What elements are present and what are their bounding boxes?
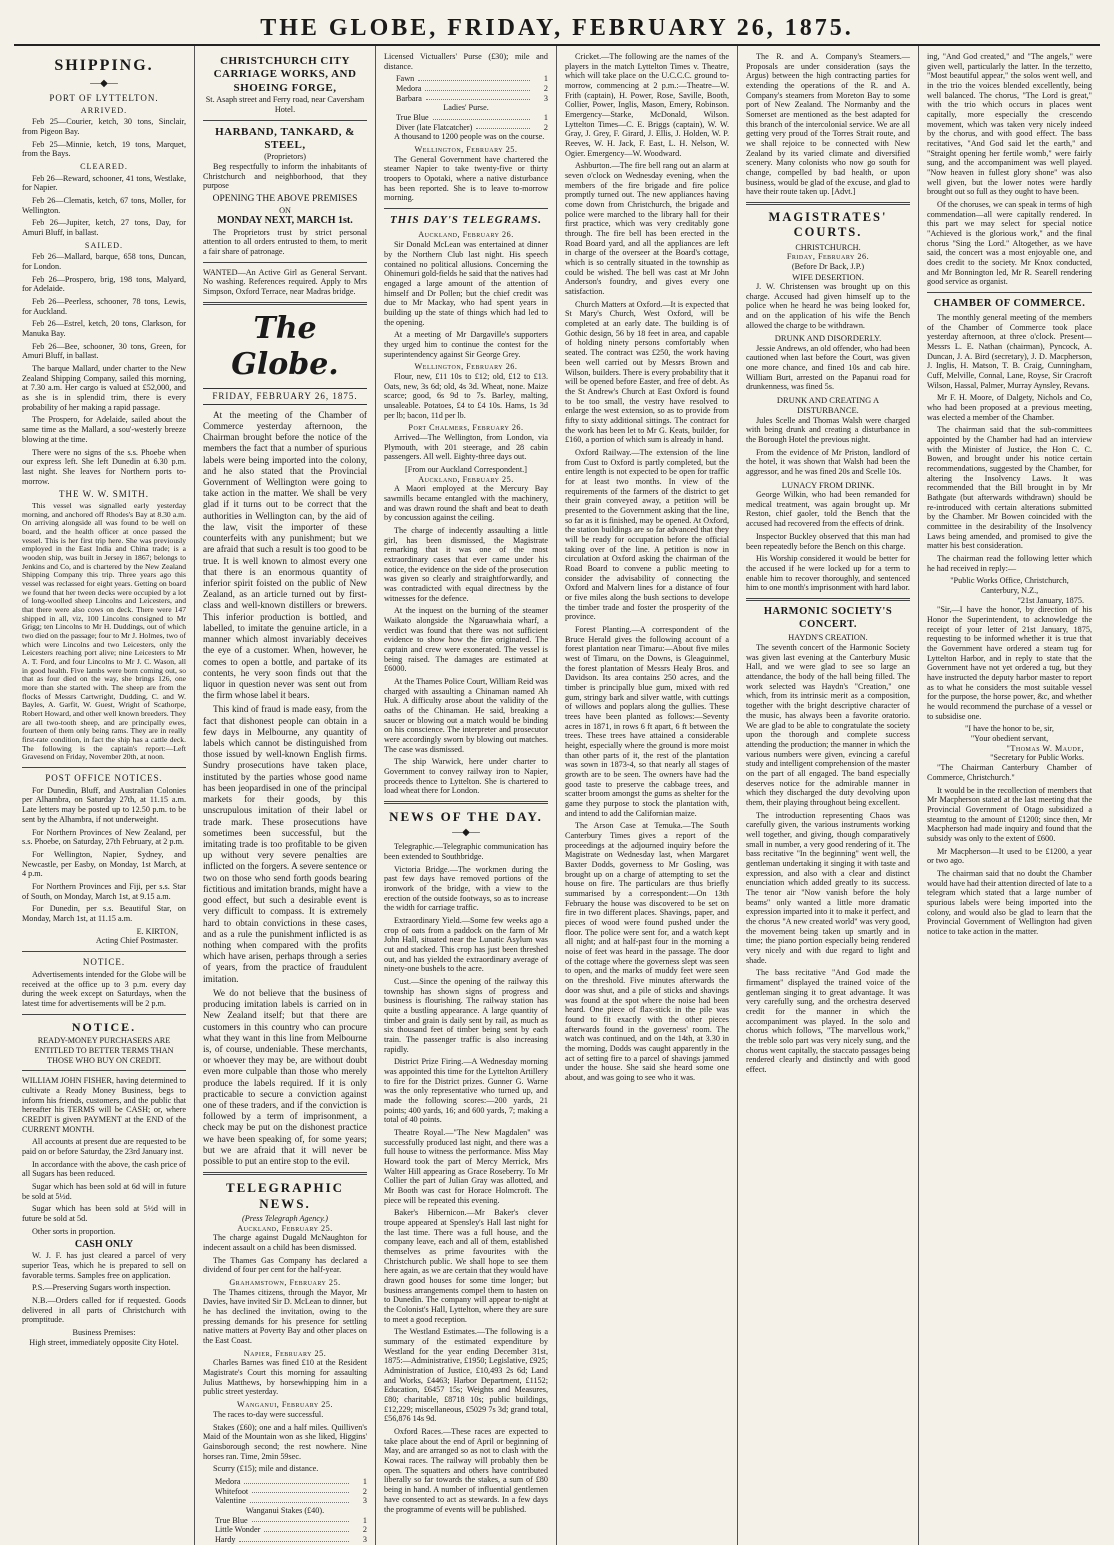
case-paragraph: From the evidence of Mr Priston, landlord of the hotel, it was shown that Walsh had been the aggressor, and he was fined 20s and Scelle 10s. [746, 447, 910, 477]
correspondent-label: [From our Auckland Correspondent.] [405, 464, 527, 474]
carriage-works-address: St. Asaph street and Ferry road, near Caversham Hotel. [205, 95, 365, 114]
dateline: Grahamstown, February 25. [229, 1278, 341, 1288]
news-item: Church Matters at Oxford.—It is expected that St Mary's Church, West Oxford, will be completed at an early date. The building is of Gothic design, 56 by 18 feet in area, and capable of holding ninety persons comfortably when seated. The contract was £250, the work having been well carried out by Messrs Brown and Wilson, builders. There is every probability that it will be opened before Easter, and free of debt. As the St Andrew's Church at East Oxford is found to be too small, the vestry have resolved to enlarge the west extension, so as to provide from fifty to sixty additional sittings. The contract for the work has been let to Mr G. Keats, builder, for £160, a portion of which sum is already in hand. [565, 299, 729, 445]
attendance-paragraph: A thousand to 1200 people was on the course. [394, 132, 545, 142]
leader-paragraph: We do not believe that the business of producing imitation labels is carried on in New Zealand itself; but that there are customers in this country who can procure what they want in this line from Melbourne is, of course, undeniable. These merchants, or whoever they may be, are without doubt even more culpable than those who merely produce the labels required. If it is only practicable to secure a conviction against one of these traders, and if the conviction is followed by a term of imprisonment, a check may be put on the dishonest practice we have been speaking of, for some years; but we are afraid that it will never be possible to put an entire stop to the evil. [203, 987, 367, 1167]
prospero-paragraph: The Prospero, for Adelaide, sailed about the same time as the Mallard, a sou'-westerly breeze blowing at the time. [22, 415, 186, 444]
divider [22, 1014, 186, 1015]
telegram: At the inquest on the burning of the steamer Waikato alongside the Ngaruawhaia wharf, a verdict was found that there was not sufficient evidence to show how the fire originated. The captain and crew were exonerated. The vessel is being raised. The damages are estimated at £6000. [384, 606, 548, 674]
cleared-label: CLEARED. [80, 162, 128, 172]
news-item: The Arson Case at Temuka.—The South Canterbury Times gives a report of the proceedings at the adjourned inquiry before the Magistrate on Wednesday last, when Margaret Baxter Dodds, governess to Mr Gosling, was brought up on a charge of attempting to set the house on fire. The particulars are thus briefly summarised by a correspondent:—On 13th February the house was discovered to be set on fire in two different places. Shavings, paper, and pieces of wood were found pushed under the floor. The police were sent for, and a watch kept all night; and at half-past four in the morning a noise of feet was heard in the passage. The door of the cottage where the governess slept was seen to open, and the marks of muddy feet were seen on the threshold. Five minutes afterwards the door was shut, and a pile of sticks and shavings was found at the spot where the noise had been heard. One piece of flax-stick in the pile was found to fit exactly with the other pieces afterwards found in the governess' room. The watch was continued, and on the 14th, at 3.30 in the morning, Dodds was caught apparently in the act of setting fire to a parcel of shavings jammed under the house. She said she heard some one about, and was going to see who it was. [565, 821, 729, 1082]
chamber-paragraph: The chairman said that no doubt the Chamber would have had their attention directed of late to a telegram which stated that a large number of spurious labels were being imported into the colony, and would also be glad to learn that the Provincial Government of Wellington had given notice to take action in the matter. [927, 868, 1092, 936]
monday-line: MONDAY NEXT, MARCH 1st. [217, 215, 353, 227]
case-heading: LUNACY FROM DRINK. [781, 479, 875, 490]
magistrates-date: Friday, February 26. [786, 252, 870, 262]
days-telegrams-title: THIS DAY'S TELEGRAMS. [389, 214, 543, 227]
notice2-title: NOTICE. [71, 1019, 137, 1034]
case-paragraph: J. W. Christensen was brought up on this charge. Accused had given himself up to the police when he heard he was being looked for, and on the application of his wife the Bench allowed the charge to be withdrawn. [746, 281, 910, 330]
cleared-item: Feb 26—Reward, schooner, 41 tons, Westlake, for Napier. [22, 173, 186, 193]
case-paragraph: His Worship considered it would be better for the accused if he were locked up for a term to enable him to recover thoroughly, and sentenced him to one month's imprisonment with hard labor. [746, 554, 910, 593]
magistrates-title: MAGISTRATES' COURTS. [768, 210, 888, 240]
leader-paragraph: At the meeting of the Chamber of Commerce yesterday afternoon, the Chairman brought before the notice of the members the fact that a number of spurious labels were being imported into the colony, and he also stated that the Provincial Government of Wellington were going to take action in the matter. We shall be very glad if it turns out to be correct that the authorities in Wellington can, by the aid of the law, visit the importer of these counterfeits with any punishment; but we are afraid that such a result is too good to be true. It is well known to almost every one that there is an enormous quantity of inferior spirit foisted on the public of New Zealand, as an article turned out by first-class and well-known distillers or brewers. This inferior production is bottled, and labelled, to imitate the genuine article, in a manner which almost invariably deceives the eye of a customer. When, however, he comes to open a bottle, and partake of its contents, he very soon finds out that the liquor in question never was sent out from the firm whose label it bears. [203, 409, 367, 701]
cleared-item: Feb 26—Jupiter, ketch, 27 tons, Day, for Amuri Bluff, in ballast. [22, 218, 186, 238]
phoebe-paragraph: There were no signs of the s.s. Phoebe when our express left. She left Dunedin at 6.30 p.m. last night. She leaves for Northern ports to-morrow. [22, 447, 186, 486]
race-result: True Blue 1 [215, 1515, 367, 1525]
premises-address: High street, immediately opposite City Hotel. [29, 1337, 179, 1347]
dateline: Auckland, February 25. [418, 474, 514, 484]
opening-line: OPENING THE ABOVE PREMISES [212, 194, 358, 205]
news-item: Ashburton.—The fire bell rang out an alarm at seven o'clock on Wednesday evening, when the members of the fire brigade and fire police promptly turned out. The new appliances having come down from Christchurch, the brigade and police were marched to the library hall for their first practice, which was very creditably gone through. The fire bell has been erected in the Road Board yard, and all the appliances are left in charge of the overseer at the Board's cottage, which is so centrally situated in the township as could be wished. The bell was cast at Mr John Anderson's foundry, and gives every one satisfaction. [565, 161, 729, 297]
dateline: Auckland, February 25. [237, 1223, 333, 1233]
nb-paragraph: N.B.—Orders called for if requested. Goods delivered in all parts of Christchurch with promptitude. [22, 1296, 186, 1325]
race-result: Little Wonder 2 [215, 1525, 367, 1535]
sailed-label: SAILED. [84, 240, 124, 250]
letter-heading: Canterbury, N.Z., [980, 586, 1039, 596]
case-paragraph: Jules Scelle and Thomas Walsh were charged with being drunk and creating a disturbance in the Borough Hotel the previous night. [746, 415, 910, 445]
divider [22, 767, 186, 768]
chamber-paragraph: Mr Macpherson—It used to be £1200, a year or two ago. [927, 846, 1092, 866]
telegraphic-news-title: TELEGRAPHIC NEWS. [225, 1180, 345, 1212]
news-item: Oxford Races.—These races are expected to take place about the end of April or beginning of May, and are arranged so as not to clash with the Kowai races. The railway will probably then be open. The squatters and others have contributed liberally so far towards the stakes, a sum of £80 being in hand. A number of influential gentlemen have consented to act as stewards. In a few days the programme of events will be published. [384, 1427, 548, 1514]
postmaster-name: E. KIRTON, [136, 926, 178, 936]
firm-paragraph: Beg respectfully to inform the inhabitants of Christchurch and neighborhood, that they purpose [203, 162, 367, 191]
dateline: Wellington, February 25. [414, 145, 518, 155]
notice2-subtitle: READY-MONEY PURCHASERS ARE ENTITLED TO BETTER TERMS THAN THOSE WHO BUY ON CREDIT. [34, 1036, 174, 1065]
post-office-title: POST OFFICE NOTICES. [45, 772, 163, 783]
magistrates-place: CHRISTCHURCH. [795, 242, 861, 252]
leader-paragraph: This kind of fraud is made easy, from the fact that dishonest people can obtain in a few days in Melbourne, any quantity of labels which cannot be distinguished from those issued by well-known English firms. Sundry prosecutions have taken place, instituted by the parties whose good name has been jeopardised in one of the principal markets for their goods, by this unscrupulous imitation of their label or trade mark. These prosecutions have sometimes been successful, but the imitating trade is too profitable to be given up without very severe penalties are inflicted on the forgers. A severe sentence or two on those who send forth goods bearing fictitious and imitation brands, might have a good effect, but such a desirable event is very difficult to compass. It is extremely hard to obtain convictions in these cases, and as a rule the punishment inflicted is as nothing when compared with the profits which have arisen, perhaps through a series of years, from the practice of fraudulent imitation. [203, 704, 367, 984]
chamber-title: CHAMBER OF COMMERCE. [933, 298, 1086, 310]
column-3 [376, 46, 557, 1545]
letter-signoff: "I have the honor to be, sir, [965, 724, 1054, 734]
telegram: The races to-day were successful. [213, 1409, 324, 1419]
carriage-works-title: CHRISTCHURCH CITY CARRIAGE WORKS, AND SHOEING FORGE, [213, 55, 357, 94]
postmaster-title: Acting Chief Postmaster. [95, 936, 178, 946]
letter-signoff: "Your obedient servant, [970, 734, 1049, 744]
concert-paragraph: Of the choruses, we can speak in terms of high commendation—all were capitally rendered. In this part we may select for special notice "Achieved is the glorious work," and the final chorus "Sing the Lord." Altogether, as we have said, the concert was a most enjoyable one, and does credit to the society. Mr Knox conducted, and Mr Bonnington led, Mr R. Searell rendering good service as organist. [927, 200, 1092, 287]
harmonic-title: HARMONIC SOCIETY'S CONCERT. [763, 605, 893, 630]
smith-paragraph: This vessel was signalled early yesterday morning, and anchored off Rhodes's Bay at 8.30 a.m. On arriving alongside all was found to be well on board, and the health officer at once passed the vessel. This is her first trip here. She was previously employed in the East India and China trade; is a wooden ship, was built in Jersey in 1867; belongs to Jenkins and Co, and is chartered by the New Zealand Shipping Company this trip. Three years ago this vessel was reclassed for eight years. Getting on board we found that her tween decks were occupied by a lot of long-woolled sheep Lincolns and Leicesters, and that there were also cows on deck. There were 147 shipped in all, viz, 100 Lincolns consigned to Mr Grigg; ten Lincolns to Mr H. Duddings, out of which two died on the passage; four to Mr J. Holmes, two of which were Lincolns and two Leicesters, only the Leicesters reaching port alive; nine Leicesters to Mr A. T. Ford, and four Lincolns to Mr J. C. Wason, all in good health. Five lambs were born coming out, so that as four died on the way, she brings 126, one more than she started with. The sheep are from the flocks of Messrs Cartwright, Dudding, C. and W. Bayles, A. Garfit, W. Guest, Wright of Scathorpe, Robert Howard, and other well known breeders. They are all two-tooth sheep, and are principally ewes, fourteen of them only being rams. They are in really first-rate condition, in fact the ship has a cattle deck. The following is the captain's report:—Left Gravesend on Friday, November 20th, at noon. [22, 501, 186, 762]
divider [22, 1070, 186, 1071]
concert-paragraph: The bass recitative "And God made the firmament" displayed the trained voice of the gentleman singing it to great advantage. It was very carefully sung, and the orchestra deserved credit for the manner in which the accompaniment was played. In the solo and chorus which follows, "The marvellous work," the treble solo part was very nicely sung, and the chorus went capitally, the staccato passages being rendered clearly and distinctly and with good effect. [746, 968, 910, 1075]
shipping-title: SHIPPING. [54, 57, 154, 74]
news-item: Extraordinary Yield.—Some few weeks ago a crop of oats from a paddock on the farm of Mr John Hall, situated near the Lunatic Asylum was cut and stacked. This crop has just been threshed out, and has yielded the extraordinary average of ninety-one bushels to the acre. [384, 915, 548, 974]
arrived-label: ARRIVED. [80, 105, 128, 115]
chamber-paragraph: The monthly general meeting of the members of the Chamber of Commerce took place yesterday afternoon, at three o'clock. Present—Messrs L. E. Nathan (chairman), Pyncock, A. Duncan, J. A. Bird (secretary), J. D. Macpherson, J. Inglis, H. Matson, T. B. Craig, Cunningham, Cuff, Melville, Connal, Lane, Royse, Sir Cracroft Wilson, Hassal, Palmer, Murray Aynsley, Revans. [927, 312, 1092, 390]
case-paragraph: George Wilkin, who had been remanded for medical treatment, was again brought up. Mr Reston, chief gaoler, told the Bench that the accused had recovered from the effects of drink. [746, 490, 910, 529]
chamber-paragraph: Mr F. H. Moore, of Dalgety, Nichols and Co, who had been proposed at a previous meeting, was elected a member of the Chamber. [927, 393, 1092, 422]
sailed-item: Feb 26—Peerless, schooner, 78 tons, Lewis, for Auckland. [22, 297, 186, 316]
telegram: Arrived—The Wellington, from London, via Plymouth, with 201 steerage, and 28 cabin passengers. All well. Eighty-three days out. [384, 432, 548, 462]
firm-name: HARBAND, TANKARD, & STEEL, [215, 125, 355, 151]
case-paragraph: Jessie Andrews, an old offender, who had been cautioned when last before the Court, was given one more chance, and fined 10s and cab hire. William Burt, arrested on the Papanui road for drunkenness, was fined 5s. [746, 343, 910, 392]
race-result: Valentine 3 [215, 1496, 367, 1506]
chamber-paragraph: The chairman said that the sub-committees appointed by the Chamber had had an interview with the Minister of Justice, the Hon C. C. Bowen, and brought under his notice certain recommendations, suggested by the Chamber, for altering the Insolvency Laws. It was recommended that the Bill brought in by Mr Bathgate (but afterwards withdrawn) should be re-introduced with certain alterations submitted by the Chamber. Mr Bowen coincided with the committee in the desirability of the Insolvency Laws being amended, and promised to give the matter his best consideration. [927, 425, 1092, 551]
race-result: Medora 1 [215, 1476, 367, 1486]
column-2 [195, 46, 376, 1545]
letter-heading: "21st January, 1875. [1017, 595, 1084, 605]
ps-paragraph: P.S.—Preserving Sugars worth inspection. [32, 1283, 171, 1293]
race-result: Fawn 1 [396, 74, 548, 84]
news-of-day-title: NEWS OF THE DAY. [389, 809, 543, 825]
post-notice: For Dunedin, per s.s. Beautiful Star, on Monday, March 1st, at 11.15 a.m. [22, 904, 186, 923]
telegram: The Thames citizens, through the Mayor, Mr Davies, have invited Sir D. McLean to dinner, but he has declined the invitation, owing to the pressing demands for his presence for settling native matters at Poverty Bay and other places on the East Coast. [203, 1287, 367, 1346]
telegram: The Thames Gas Company has declared a dividend of four per cent for the half-year. [203, 1255, 367, 1275]
chamber-paragraph: It would be in the recollection of members that Mr Macpherson stated at the last meeting that the Provincial Government of Otago subsidized a steamtug to the amount of £1200; since then, Mr Macpherson had made inquiry and found that the subsidy was only to the extent of £600. [927, 785, 1092, 843]
divider [22, 951, 186, 952]
arrived-item: Feb 25—Courier, ketch, 30 tons, Sinclair, from Pigeon Bay. [22, 117, 186, 137]
race-heading: Wanganui Stakes (£40). [245, 1505, 325, 1515]
news-item: The Westland Estimates.—The following is a summary of the estimated expenditure by Westland for the year ending December 31st, 1875:—Administrative, £1950; Legislative, £925; Administration of Justice, £10,493 2s 6d; Land and Works, £4463; Harbor Department, £1152; Education, £6457 15s; Weights and Measures, £80; charitable, £8718 10s; public buildings, £12,229; miscellaneous, £5029 7s 3d; grand total, £56,876 14s 9d. [384, 1327, 548, 1424]
news-item: Telegraphic.—Telegraphic communication has been extended to Southbridge. [384, 842, 548, 861]
dateline: Napier, February 25. [243, 1348, 327, 1358]
column-6 [919, 46, 1100, 1545]
concert-paragraph: The introduction representing Chaos was carefully given, the various instruments working well together, and giving, though comparatively small in number, a very good rendering of it. The bass recitative "In the beginning" went well, the gentleman undertaking it singing it with taste and expression, and also with a clear and distinct enunciation which added greatly to its success. The tenor air "Now vanish before the holy beams" only wanted a little more dramatic expression imparted into it to make it perfect, and the chorus "A new created world" was very good, the movement being taken up smartly and in time; the piano portion especially being rendered very nicely and with due regard to light and shade. [746, 810, 910, 965]
other-paragraph: Other sorts in proportion. [32, 1226, 116, 1236]
magistrates-bench: (Before Dr Back, J.P.) [791, 261, 865, 271]
race-result: Medora 2 [396, 84, 548, 94]
notice-title: NOTICE. [82, 956, 126, 967]
case-paragraph: Inspector Buckley observed that this man had been repeatedly before the Bench on this charge. [746, 531, 910, 551]
column-4 [557, 46, 738, 1545]
cleared-item: Feb 26—Clematis, ketch, 67 tons, Moller, for Wellington. [22, 196, 186, 215]
sailed-item: Feb 26—Prospero, brig, 198 tons, Malyard, for Adelaide. [22, 274, 186, 294]
notice-paragraph: Advertisements intended for the Globe will be received at the office up to 3 p.m. every day during the week except on Saturdays, when the latest time for advertisements will be 2 p.m. [22, 969, 186, 1008]
race-result: Barbara 3 [396, 93, 548, 103]
telegraphic-agency: (Press Telegraph Agency.) [242, 1214, 328, 1224]
smith-title: THE W. W. SMITH. [58, 489, 149, 500]
race-heading: Licensed Victuallers' Purse (£30); mile and distance. [384, 52, 548, 71]
telegram: The General Government have chartered the steamer Napier to take twenty-five or thirty troopers to Opotaki, where a native disturbance has been reported. She is to leave to-morrow morning. [384, 154, 548, 203]
news-item: Cricket.—The following are the names of the players in the match Lyttelton Times v. Theatre, which will take place on the U.C.C.C. ground to-morrow, commencing at 2 p.m.:—Theatre—W. Frith (captain), H. Power, Rose, Saville, Booth, Collier, Power, Inglis, Mason, Emery, Robinson. Emergency—Starke, McDonald, Wilson. Lyttelton Times—C. E. Briggs (captain), W. W. Gray, J. Grey, F. Girard, J. Ellis, J. Holden, W. P. Reeves, W. H. Jack, F. East, L. H. Nelson, W. Ogier. Emergency—W. Woodward. [565, 52, 729, 158]
news-item: Oxford Railway.—The extension of the line from Cust to Oxford is partly completed, but the entire length is not expected to be open for traffic for at least two months. In view of the requirements of the farmers of the district to get their grain conveyed away, a petition will be presented to the Government asking that the line, so far as it is finished, may be opened. At Oxford, the station buildings are so far advanced that they will be ready for occupation before the official taking over of the line. A petition is now in circulation at Oxford asking the chairman of the Road Board to convene a public meeting to consider the advisability of connecting the Oxford and Malvern lines for a distance of four or five miles along the bush sections to develope the timber trade and foster the prosperity of the province. [565, 447, 729, 622]
divider [927, 292, 1092, 293]
race-result: Whitefoot 2 [215, 1486, 367, 1496]
letter-addressee: "The Chairman Canterbury Chamber of Commerce, Christchurch." [927, 763, 1092, 782]
telegram: The charge against Dugald McNaughton for indecent assault on a child has been dismissed. [203, 1233, 367, 1253]
column-1 [14, 46, 195, 1545]
news-item: The R. and A. Company's Steamers.—Proposals are under consideration (says the Argus) between the high contracting parties for extending the operations of the R. and A. Company's steamers from Moreton Bay to some port of New Zealand. The Normanby and the Somerset are mentioned as the best adapted for this branch of the intercolonial service. We are all getting very proud of the Torres Strait route, and we shall rejoice to be connected with New Zealand by its varied climate and diversified scenery. Many colonists who now go south for change, compelled by bad health, or upon business, would be glad of the excuse, and glad to have their route taken up. [Advt.] [746, 52, 910, 197]
race-result: True Blue 1 [396, 113, 548, 123]
ornament-divider: —◆— [90, 77, 118, 89]
sailed-item: Feb 26—Estrel, ketch, 20 tons, Clarkson, for Manuka Bay. [22, 319, 186, 339]
firm-proprietors: (Proprietors) [264, 152, 306, 162]
divider [203, 262, 367, 263]
letter-paragraph: "Sir,—I have the honor, by direction of his Honor the Superintendent, to acknowledge the receipt of your letter of 21st January, 1875, requesting to be informed whether it is true that the Government have ordered a steam tug for Lyttelton Harbor, and in reply to state that the Government have not yet ordered a tug, but they have instructed the deputy harbor master to report as to what he considers the most suitable vessel for the purpose, the horse power, &c, and whether he would recommend the purchase of a vessel or to subsidise one. [927, 605, 1092, 721]
news-item: Cust.—Since the opening of the railway this township has shown signs of progress and business is flourishing. The railway station has quite a bustling appearance. A large quantity of timber and grain is daily sent by rail, as much as six thousand feet of timber being sent by each train. The passenger traffic is also increasing rapidly. [384, 976, 548, 1054]
news-item: Victoria Bridge.—The workmen during the past few days have removed portions of the ironwork of the bridge, with a view to the erection of the outside footways, so as to increase the width for carriage traffic. [384, 864, 548, 913]
cash-only-heading: CASH ONLY [74, 1239, 134, 1251]
telegram: Flour, new, £11 10s to £12; old, £12 to £13. Oats, new, 3s 6d; old, 4s 3d. Wheat, none. Maize scarce; good, 6s 9d to 7s. Barley, malting, unsaleable. Potatoes, £4 to £4 10s. Hams, 1s 3d per lb; bacon, 11d per lb. [384, 371, 548, 420]
telegram: At the Thames Police Court, William Reid was charged with assaulting a Chinaman named Ah Huk. A difficulty arose about the validity of the oaths of the Chinaman. He said, breaking a saucer or blowing out a match would be binding on his conscience. The interpreter and prosecutor were accordingly sworn by blowing out matches. The case was dismissed. [384, 677, 548, 754]
columns [14, 46, 1100, 1544]
letter-signoff: "Secretary for Public Works. [990, 753, 1084, 763]
globe-logo: The Globe. [231, 310, 339, 383]
race-result: Diver (late Flatcatcher) 2 [396, 122, 548, 132]
divider [746, 202, 910, 205]
premises-label: Business Premises: [72, 1328, 136, 1338]
page-masthead: THE GLOBE, FRIDAY, FEBRUARY 26, 1875. [14, 10, 1100, 46]
divider [384, 801, 548, 804]
telegram: The ship Warwick, here under charter to Government to convey railway iron to Napier, proceeds thence to Lyttelton. She is chartered to load wheat there for London. [384, 757, 548, 796]
case-heading: DRUNK AND CREATING A DISTURBANCE. [776, 395, 880, 416]
harmonic-subtitle: HAYDN'S CREATION. [788, 633, 868, 643]
accounts-paragraph: All accounts at present due are requested to be paid on or before Saturday, the 23rd January inst. [22, 1137, 186, 1156]
dateline: Port Chalmers, February 26. [408, 423, 524, 433]
telegram: A Maori employed at the Mercury Bay sawmills became entangled with the machinery, and was drawn round the shaft and beat to death by concussion against the ceiling. [384, 484, 548, 523]
divider [384, 208, 548, 209]
post-notice: For Wellington, Napier, Sydney, and Newcastle, per Easby, on Monday, 1st March, at 4 p.m. [22, 849, 186, 879]
arrived-item: Feb 25—Minnie, ketch, 19 tons, Marquet, from the Bays. [22, 139, 186, 159]
case-heading: WIFE DESERTION. [792, 271, 864, 282]
news-item: Forest Planting.—A correspondent of the Bruce Herald gives the following account of a forest plantation near Timaru:—About five miles west of Timaru, on the Downs, is Gleaguinmel, the forest plantation of Messrs Healy Bros. and Davidson. Its area contains 250 acres, and the timber is principally blue gum, mixed with red gum, stringy bark and silver wattle, with cuttings of willows and poplars along the gullies. These trees have been planted as follows:—Seventy acres in 1871, in rows 6 ft apart, 6 ft between the trees. These trees have attained a considerable height, especially where the ground is more moist than other parts of it, the rest of the plantation was sown in 1873-4, so that nearly all stages of growth are to be seen. The owners have had the good taste to preserve the cabbage trees, and scatter broom amongst the gums as shelter for the game they purpose to stock the plantation with, and intend to add the Californian maize. [565, 624, 729, 818]
dateline: Auckland, February 26. [418, 230, 514, 240]
chamber-paragraph: The chairman read the following letter which he had received in reply:— [927, 554, 1092, 573]
column-5 [738, 46, 919, 1545]
firm-paragraph-2: The Proprietors trust by strict personal attention to all orders entrusted to them, to merit a fair share of patronage. [203, 227, 367, 256]
ornament-divider: —◆— [452, 826, 480, 838]
sugars-paragraph: Sugar which has been sold at 6d will in future be sold at 5½d. [22, 1181, 186, 1201]
divider [203, 1172, 367, 1175]
telegram: At a meeting of Mr Dargaville's supporters they urged him to continue the contest for the superintendency against Sir George Grey. [384, 330, 548, 359]
news-item: Theatre Royal.—"The New Magdalen" was successfully produced last night, and there was a full house to witness the performance. Miss May Howard took the part of Mercy Merrick, Mrs Walter Hill appearing as Grace Roseberry. To Mr Collier the part of Julian Gray was allotted, and Mr Booth was cast for Horace Holmcroft. The piece will be repeated this evening. [384, 1127, 548, 1205]
port-title: PORT OF LYTTELTON. [49, 92, 159, 103]
dateline: Wellington, February 26. [414, 362, 518, 372]
sugars-paragraph: In accordance with the above, the cash price of all Sugars has been reduced. [22, 1159, 186, 1179]
divider [746, 598, 910, 601]
mallard-paragraph: The barque Mallard, under charter to the New Zealand Shipping Company, sailed this morning, at 7.30 a.m. Her cargo is valued at £52,000, and as she is in splendid trim, there is every probability of her making a rapid passage. [22, 364, 186, 412]
divider [203, 302, 367, 305]
divider [203, 120, 367, 121]
post-notice: For Dunedin, Bluff, and Australian Colonies per Alhambra, on Saturday 27th, at 11.15 a.m. Late letters may be posted up to 12.50 p.m. to be sent by the Alhambra, if not underweight. [22, 785, 186, 824]
race-heading: Scurry (£15); mile and distance. [213, 1464, 319, 1474]
sailed-item: Feb 26—Mallard, barque, 658 tons, Duncan, for London. [22, 252, 186, 272]
post-notice: For Northern Provinces of New Zealand, per s.s. Phoebe, on Saturday, 27th February, at 2 p.m. [22, 827, 186, 847]
post-notice: For Northern Provinces and Fiji, per s.s. Star of South, on Monday, March 1st, at 9.15 a.m. [22, 881, 186, 901]
telegram: Charles Barnes was fined £10 at the Resident Magistrate's Court this morning for assaulting Julius Matthews, by horsewhipping him in a public street yesterday. [203, 1358, 367, 1397]
concert-paragraph: ing, "And God created," and "The angels," were given well, particularly the latter. In the terzetto, "Most beautiful appear," the solos went well, and in the trio the voices blended excellently, being well balanced. The chorus, "The Lord is great," with the trio which occurs in places went capitally, more especially the crescendo movement, which was taken very nicely indeed by the chorus, and with good effect. The bass recitatives, "And God said let the earth," and "Straight opening her fertile womb," were fairly sung, and the accompaniment was well played. "Now heaven in fullest glory shone" was also well given, but the lower notes were hardly brought out so full as they ought to have been. [927, 52, 1092, 197]
case-heading: DRUNK AND DISORDERLY. [774, 333, 882, 344]
letter-signoff: "Thomas W. Maude, [1006, 743, 1084, 753]
news-item: District Prize Firing.—A Wednesday morning was appointed this time for the Lyttelton Artillery to fire for the District prizes. Gunner G. Warne was the only representative who turned up, and made the following scores:—200 yards, 21 points; 400 yards, 16; and 600 yards, 7; making a total of 40 points. [384, 1057, 548, 1125]
dateline: Wanganui, February 25. [237, 1400, 333, 1410]
sailed-item: Feb 26—Bee, schooner, 30 tons, Green, for Amuri Bluff, in ballast. [22, 341, 186, 361]
letter-heading: "Public Works Office, Christchurch, [950, 576, 1069, 586]
sugars-paragraph: Sugar which has been sold at 5½d will in future be sold at 5d. [22, 1204, 186, 1223]
telegram: Stakes (£60); one and a half miles. Quilliven's Maid of the Mountain won as she liked, Higgins' Gainsborough second; the rest nowhere. Nine horses ran. Time, 2min 59sec. [203, 1422, 367, 1461]
fisher-paragraph: WILLIAM JOHN FISHER, having determined to cultivate a Ready Money Business, begs to inform his friends, customers, and the public that hereafter his TERMS will be CASH; or, where CREDIT is given PAYMENT at the END of the CURRENT MONTH. [22, 1076, 186, 1134]
news-item: Baker's Hibernicon.—Mr Baker's clever troupe appeared at Spensley's Hall last night for the last time. There was a full house, and the company leave, each and all of them, established themselves as prime favourites with the Christchurch public. We shall hope to see them here again, as we are certain that they would have drawn good houses for some time longer; but business arrangements compel them to hasten on to Dunedin. The company will appear to-night at the Colonist's Hall, Lyttelton, where they are sure to meet a good reception. [384, 1208, 548, 1324]
concert-paragraph: The seventh concert of the Harmonic Society was given last evening at the Canterbury Music Hall, and we were glad to see so large an attendance, the body of the hall being filled. The work selected was Haydn's "Creation," one which, from its intrinsic merit as a composition, together with the bright descriptive character of the music, has always been a favorite oratorio. We are glad to be able to congratulate the society upon the thorough and complete success attending the production; the manner in which the various numbers were given, evincing a careful study and intelligent comprehension of the master on the part of all engaged. The band especially deserves notice for the admirable manner in which they discharged the duty devolving upon them, their playing throughout being excellent. [746, 643, 910, 807]
race-result: Hardy 3 [215, 1534, 367, 1544]
race-heading: Ladies' Purse. [443, 103, 489, 113]
wanted-ad: WANTED—An Active Girl as General Servant. No washing. References required. Apply to Mrs Simpson, Oxford Terrace, near Madras bridge. [203, 267, 367, 296]
on-line: ON [279, 205, 291, 215]
leader-date: FRIDAY, FEBRUARY 26, 1875. [203, 388, 367, 405]
telegram: Sir Donald McLean was entertained at dinner by the Northern Club last night. His speech contained no political allusions. Concerning the Ohinemuri gold-fields he said that the natives had engaged a large amount of the attention of himself and Dr Pollen; but the chief credit was due to Mr Mackay, who had spent years in building up the state of things which had led to the opening. [384, 240, 548, 327]
telegram: The charge of indecently assaulting a little girl, has been dismissed, the Magistrate remarking that it was one of the most extraordinary cases that ever came under his notice, the evidence on the side of the prosecution was given so clearly and straightforwardly, and was contradicted with equal directness by the witnesses for the defence. [384, 525, 548, 603]
teas-paragraph: W. J. F. has just cleared a parcel of very superior Teas, which he is prepared to sell on favorable terms. Samples free on application. [22, 1251, 186, 1280]
